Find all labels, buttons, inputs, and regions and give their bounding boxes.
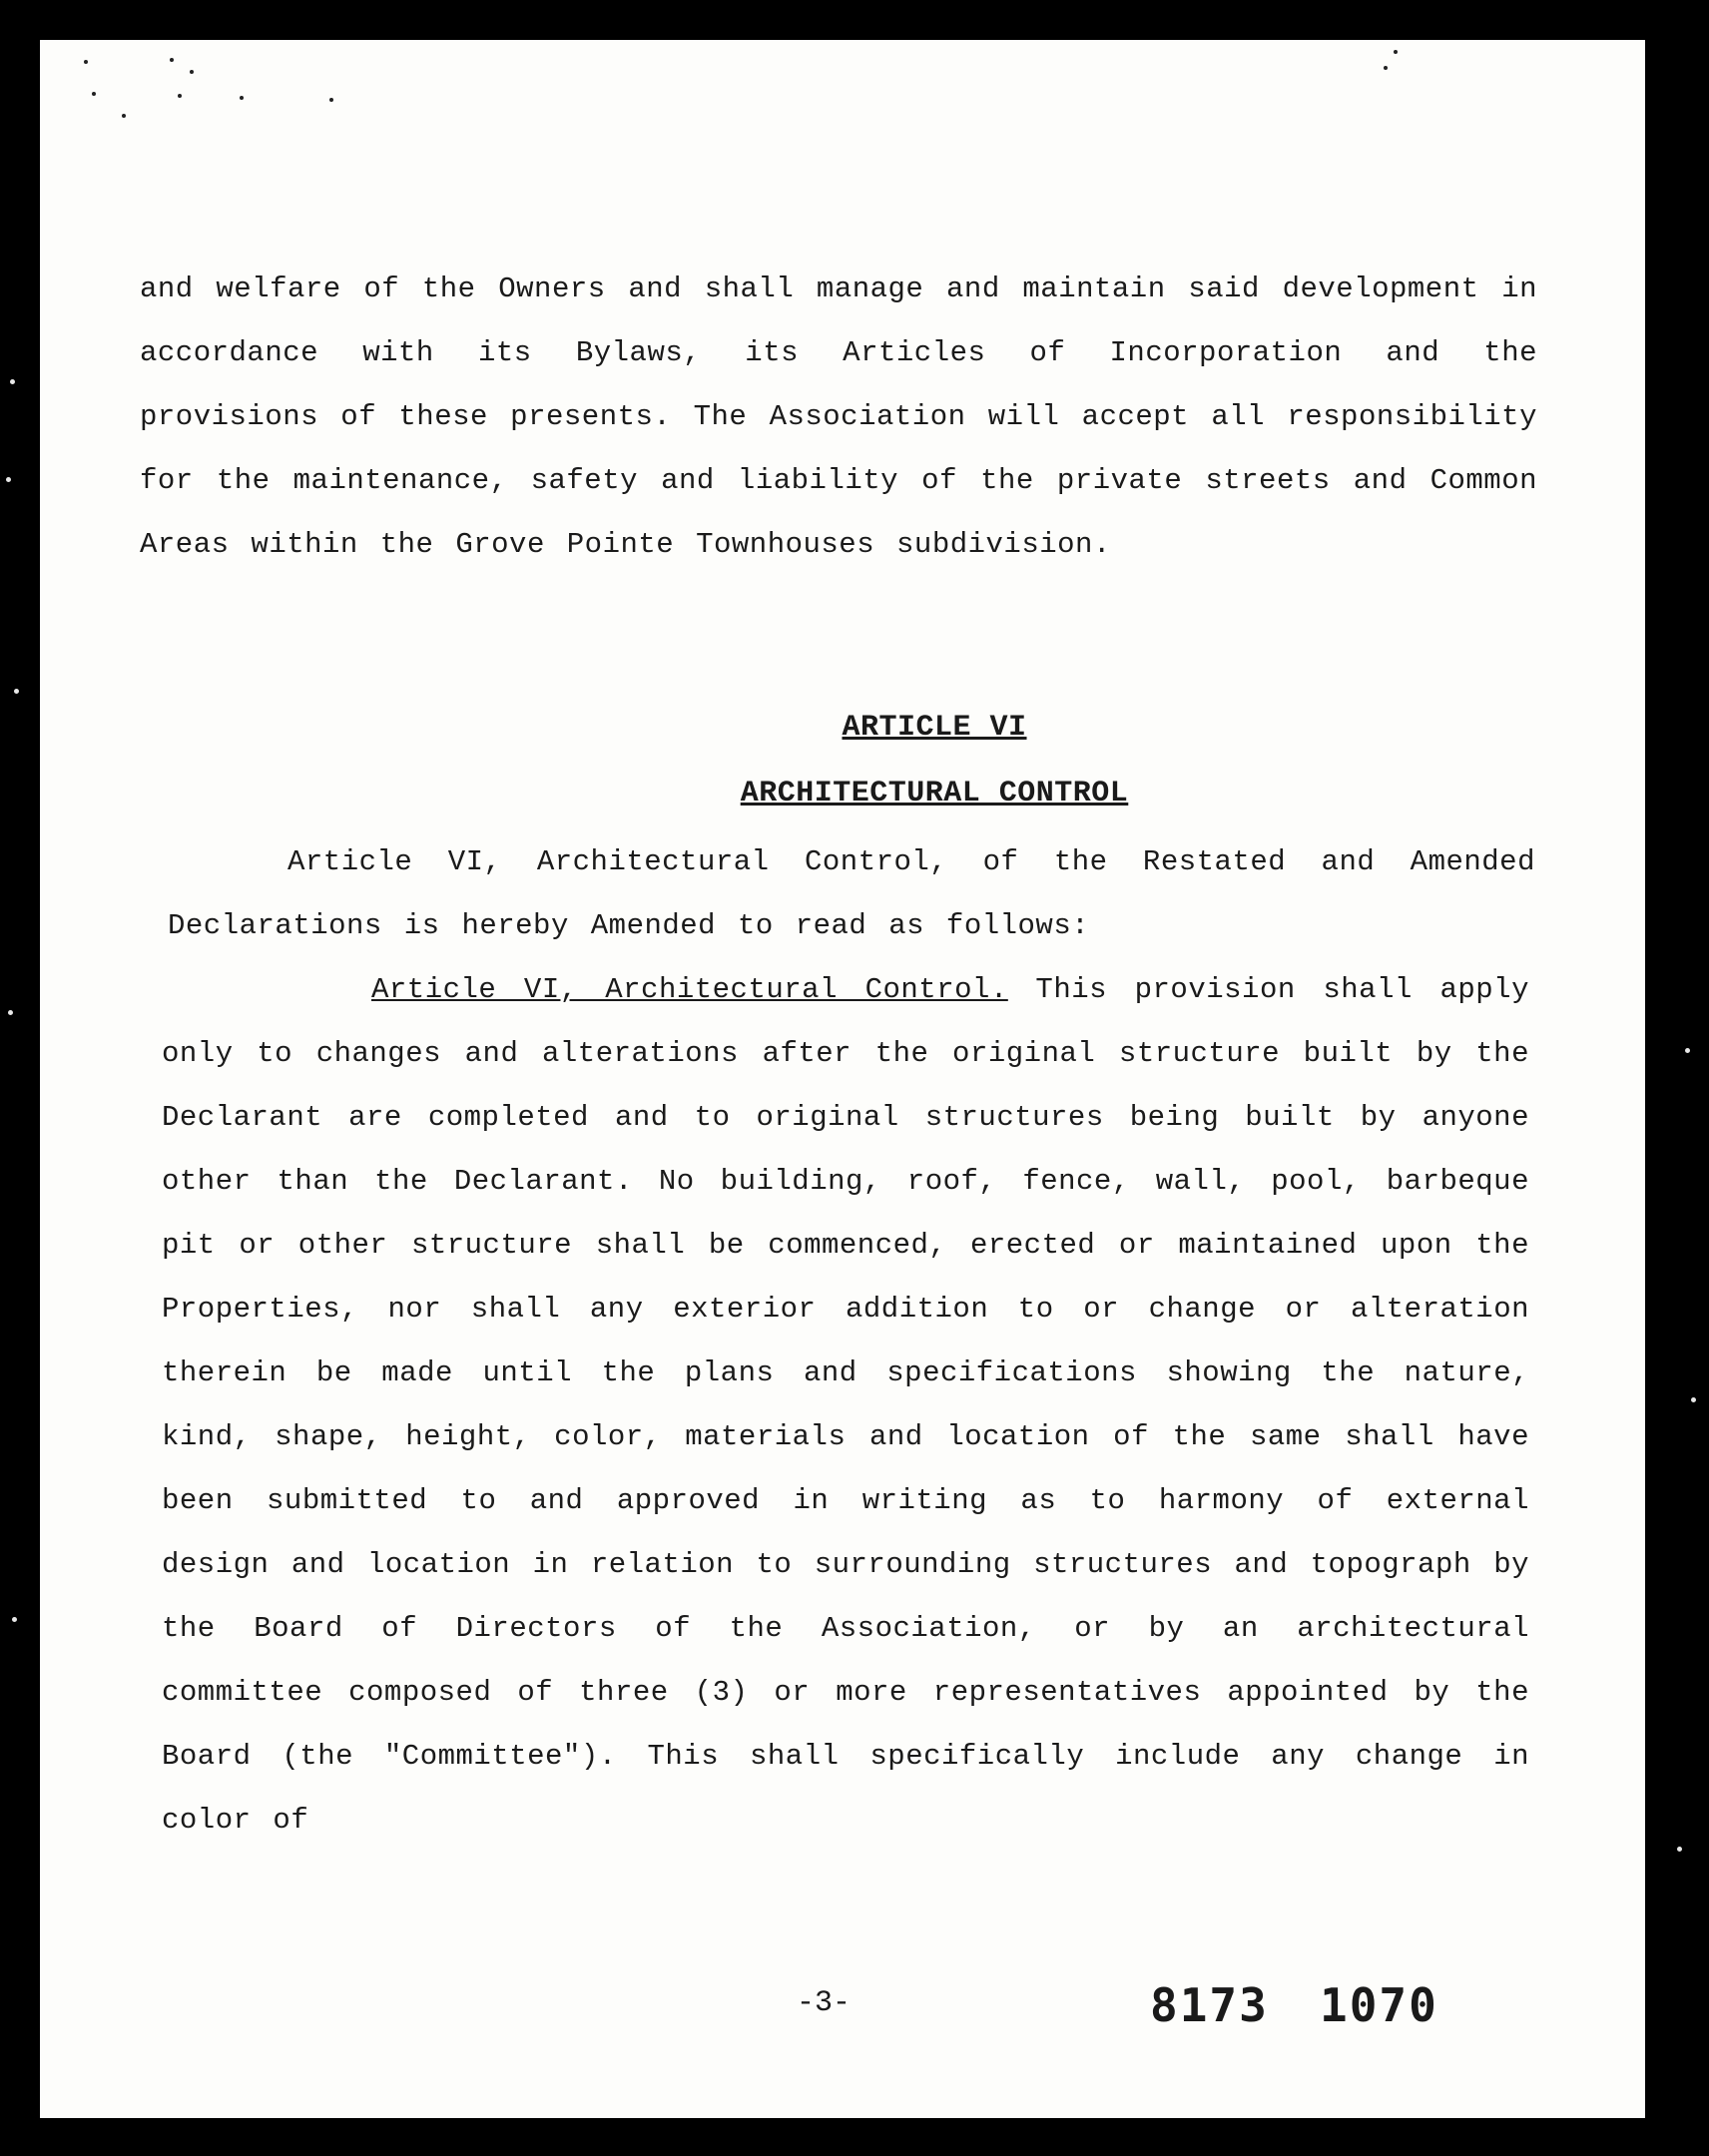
- scan-speck: [92, 92, 96, 96]
- body-paragraph-1: and welfare of the Owners and shall manage and maintain said development in accordance with its Bylaws, its Articles of Incorporation and the provisions of these presents. The Association will accept all responsibility for the maintenance, safety and liability of the private streets and Common Areas within the Grove Pointe Townhouses subdivision.: [140, 272, 1537, 561]
- page-number: -3-: [797, 1986, 852, 2020]
- scan-speck: [190, 70, 194, 74]
- edge-speck: [1691, 1397, 1696, 1402]
- scan-speck: [329, 98, 333, 102]
- scan-speck: [178, 94, 182, 98]
- scan-speck: [122, 114, 126, 118]
- body-paragraph-3: [162, 958, 1529, 1853]
- edge-speck: [8, 1010, 13, 1015]
- scan-speck: [1394, 50, 1398, 54]
- scan-speck: [1384, 66, 1388, 70]
- scan-speck: [240, 96, 244, 100]
- edge-speck: [12, 1617, 17, 1622]
- section-text: This provision shall apply only to changes and alterations after the original structure built by the Declarant are completed and to original structures being built by anyone other than the Declarant. No building, roof, fence, wall, pool, barbeque pit or other structure shall be commenced, erected or maintained upon the Properties, nor shall any exterior addition to or change or alteration therein be made until the plans and specifications showing the nature, kind, shape, height, color, materials and location of the same shall have been submitted to and approved in writing as to harmony of external design and location in relation to surrounding structures and topograph by the Board of Directors of the Association, or by an architectural committee composed of three (3) or more representatives appointed by the Board (the "Committee"). This shall specifically include any change in color of: [162, 973, 1529, 1837]
- edge-speck: [6, 477, 11, 482]
- scan-speck: [84, 60, 88, 64]
- article-subheading: ARCHITECTURAL CONTROL: [740, 777, 1129, 810]
- article-heading: ARTICLE VI: [842, 711, 1027, 745]
- record-number-2: 1070: [1320, 1978, 1438, 2032]
- section-title: Article VI, Architectural Control.: [371, 973, 1008, 1006]
- edge-speck: [1677, 1847, 1682, 1852]
- edge-speck: [1685, 1048, 1690, 1053]
- scan-speck: [170, 58, 174, 62]
- edge-speck: [14, 689, 19, 694]
- edge-speck: [10, 379, 15, 384]
- body-paragraph-2: Article VI, Architectural Control, of the Restated and Amended Declarations is hereby Amended to read as follows:: [168, 845, 1535, 942]
- record-number-1: 8173: [1150, 1978, 1269, 2032]
